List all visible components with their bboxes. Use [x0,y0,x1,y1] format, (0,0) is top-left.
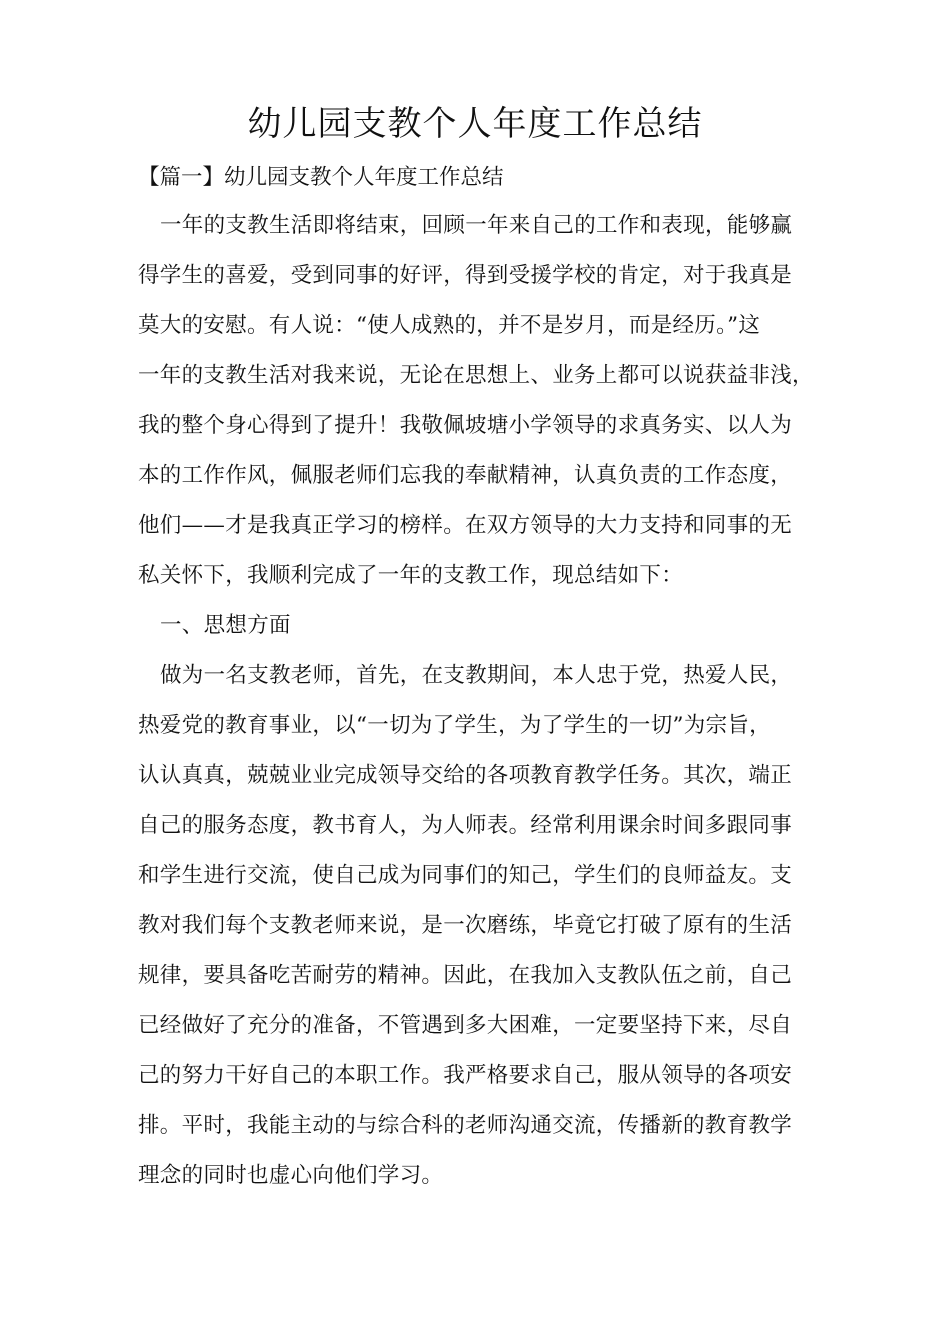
document-body [138,208,828,1208]
text-line: 排。平时，我能主动的与综合科的老师沟通交流，传播新的教育教学 [138,1113,793,1138]
text-line: 已经做好了充分的准备，不管遇到多大困难，一定要坚持下来，尽自 [138,1013,793,1038]
text-line: 一年的支教生活对我来说，无论在思想上、业务上都可以说获益非浅， [138,363,814,388]
text-line: 和学生进行交流，使自己成为同事们的知己，学生们的良师益友。支 [138,863,793,888]
document-title: 幼儿园支教个人年度工作总结 [247,104,703,144]
text-line: 私关怀下，我顺利完成了一年的支教工作，现总结如下： [138,563,684,588]
text-line: 得学生的喜爱，受到同事的好评，得到受援学校的肯定，对于我真是 [138,263,793,288]
section-heading: 【篇一】幼儿园支教个人年度工作总结 [138,165,504,190]
text-line: 规律，要具备吃苦耐劳的精神。因此，在我加入支教队伍之前，自己 [138,963,793,988]
text-line: 己的努力干好自己的本职工作。我严格要求自己，服从领导的各项安 [138,1063,793,1088]
text-line: 一、思想方面 [160,613,291,638]
text-line: 理念的同时也虚心向他们学习。 [138,1163,444,1188]
text-line: 自己的服务态度，教书育人，为人师表。经常利用课余时间多跟同事 [138,813,793,838]
text-line: 他们——才是我真正学习的榜样。在双方领导的大力支持和同事的无 [138,513,793,538]
text-line: 我的整个身心得到了提升！我敬佩坡塘小学领导的求真务实、以人为 [138,413,793,438]
text-line: 一年的支教生活即将结束，回顾一年来自己的工作和表现，能够赢 [160,213,793,238]
text-line: 本的工作作风，佩服老师们忘我的奉献精神，认真负责的工作态度， [138,463,793,488]
text-line: 莫大的安慰。有人说：“使人成熟的，并不是岁月，而是经历。”这 [138,313,761,338]
text-line: 认认真真，兢兢业业完成领导交给的各项教育教学任务。其次，端正 [138,763,793,788]
text-line: 教对我们每个支教老师来说，是一次磨练，毕竟它打破了原有的生活 [138,913,793,938]
text-line: 做为一名支教老师，首先，在支教期间，本人忠于党，热爱人民， [160,663,793,688]
text-line: 热爱党的教育事业，以“一切为了学生，为了学生的一切”为宗旨， [138,713,771,738]
